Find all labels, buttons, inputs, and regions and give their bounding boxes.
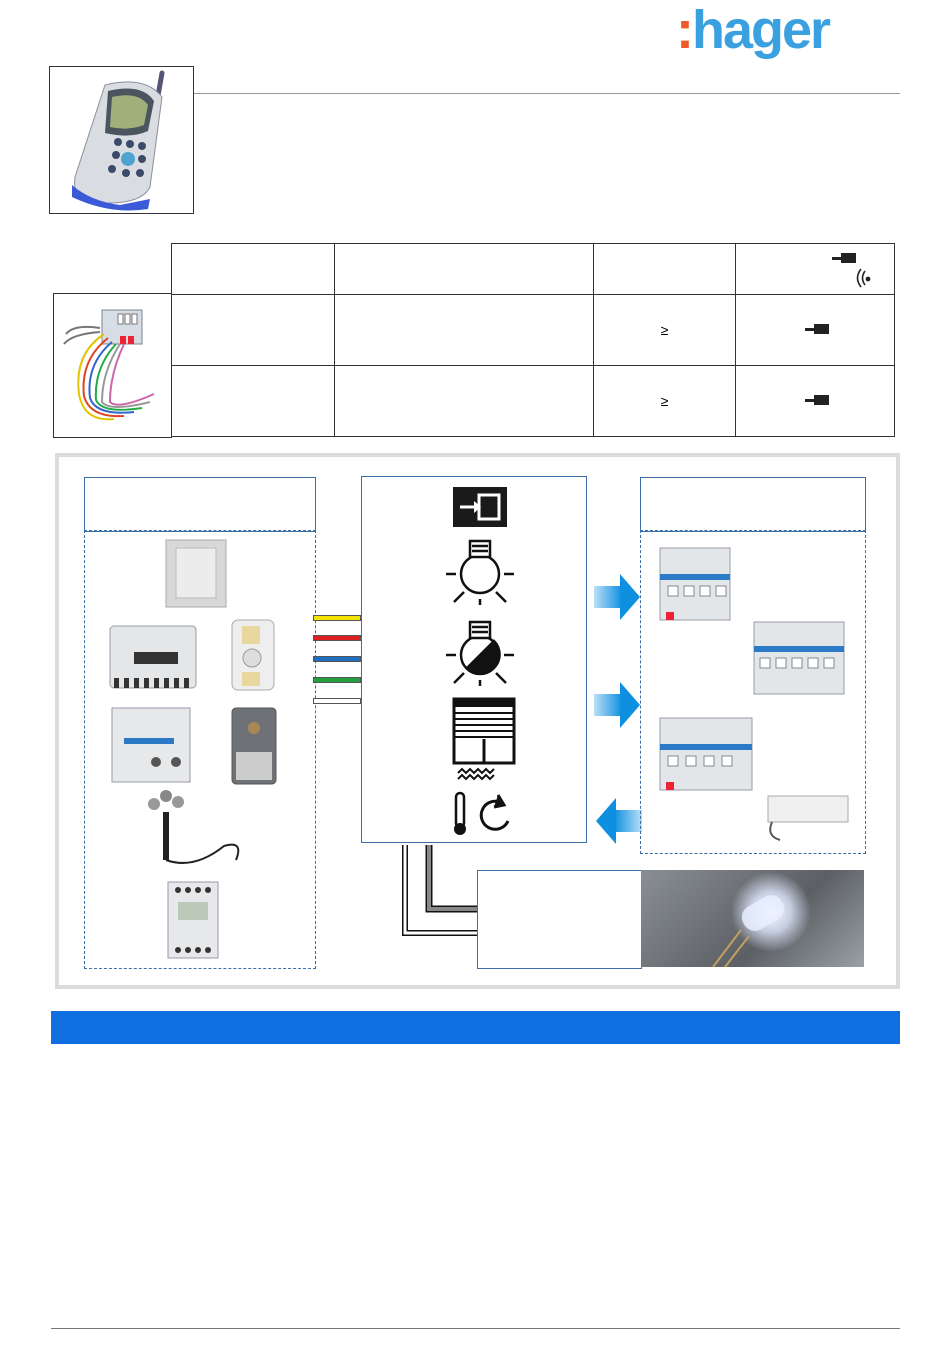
- table-cell: [594, 366, 736, 437]
- wire-yellow: [313, 615, 361, 621]
- dimmer-actuator-image: [754, 622, 844, 694]
- wall-switch-image: [166, 540, 226, 607]
- wire-green: [313, 677, 361, 683]
- wire-red: [313, 635, 361, 641]
- inputs-panel-header: [84, 477, 316, 532]
- table-cell: [335, 366, 594, 437]
- wire-blue: [313, 656, 361, 662]
- led-photo: [641, 870, 864, 967]
- shutter-icon: [454, 699, 514, 763]
- reference-table: [171, 243, 895, 437]
- binary-input-module-image: [54, 294, 171, 437]
- handheld-programmer-image: [50, 67, 193, 213]
- table-row: [172, 366, 895, 437]
- table-header-cell: [172, 244, 335, 295]
- switch-actuator-image: [660, 548, 730, 620]
- table-row: [172, 295, 895, 366]
- light-bulb-icon: [446, 541, 514, 605]
- thermometer-icon: [454, 793, 466, 835]
- outputs-panel-header: [640, 477, 866, 532]
- arrow-right-icon: [594, 574, 640, 620]
- table-header-cell: [335, 244, 594, 295]
- din-clock-image: [168, 882, 218, 958]
- table-cell: [736, 295, 895, 366]
- outputs-panel: [640, 530, 866, 854]
- ge-symbol: ≥: [660, 393, 669, 409]
- product-image-frame: [49, 66, 194, 214]
- feedback-wires: [400, 845, 482, 940]
- heating-actuator-image: [768, 796, 848, 840]
- section-banner: [51, 1011, 900, 1044]
- hager-logo: :hager: [676, 0, 830, 60]
- table-cell: [172, 366, 335, 437]
- connector-icon: [805, 395, 829, 405]
- inputs-panel: [84, 530, 316, 969]
- heating-icon: [458, 769, 494, 779]
- module-image-frame: [53, 293, 172, 438]
- ge-symbol: ≥: [660, 322, 669, 338]
- dimmer-bulb-icon: [446, 622, 514, 686]
- table-header-row: [172, 244, 895, 295]
- weather-station-image: [112, 708, 190, 782]
- header-rule: [194, 93, 900, 94]
- table-cell: [172, 295, 335, 366]
- timer-module-image: [110, 626, 196, 688]
- cycle-icon: [481, 795, 508, 829]
- led-image: [641, 870, 864, 967]
- table-cell: [335, 295, 594, 366]
- led-panel: [477, 870, 642, 969]
- connector-icon: [805, 324, 829, 334]
- connector-icon: [832, 253, 856, 263]
- actuators-illustration: [640, 530, 864, 852]
- wire-white: [313, 698, 361, 704]
- input-icon: [453, 487, 507, 527]
- shutter-actuator-image: [660, 718, 752, 790]
- functions-panel: [361, 476, 587, 843]
- table-header-cell: [594, 244, 736, 295]
- arrow-left-icon: [596, 798, 642, 844]
- table-cell: [736, 366, 895, 437]
- footer-rule: [51, 1328, 900, 1329]
- radio-waves-icon: [858, 269, 870, 287]
- input-devices-illustration: [84, 530, 314, 967]
- motion-detector-image: [232, 620, 274, 690]
- arrow-right-icon: [594, 682, 640, 728]
- table-cell: [594, 295, 736, 366]
- anemometer-image: [148, 790, 238, 863]
- light-sensor-image: [232, 708, 276, 784]
- table-header-cell: [736, 244, 895, 295]
- flow-arrows: [594, 570, 642, 850]
